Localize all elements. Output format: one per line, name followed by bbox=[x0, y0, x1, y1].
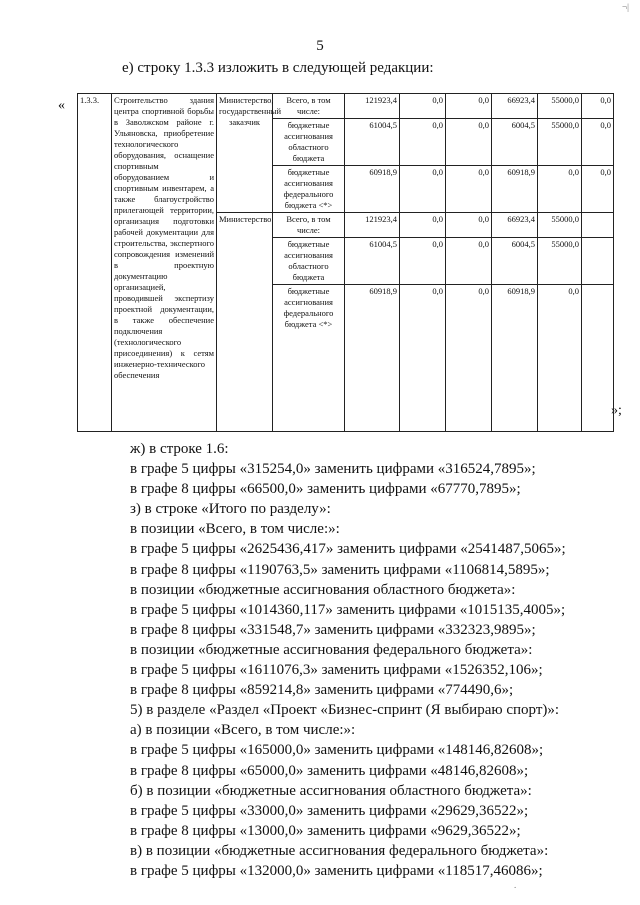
text-line: в позиции «бюджетные ассигнования федерального бюджета»: bbox=[130, 641, 533, 658]
value-cell: 0,0 bbox=[400, 285, 446, 432]
text-line: в графе 8 цифры «66500,0» заменить цифрами «67770,7895»; bbox=[130, 481, 521, 498]
total-cell: 60918,9 bbox=[345, 285, 400, 432]
source-cell: бюджетные ассигнования федерального бюджета <*> bbox=[273, 166, 345, 213]
value-cell: 0,0 bbox=[538, 166, 582, 213]
page-number: 5 bbox=[316, 38, 324, 54]
value-cell: 55000,0 bbox=[538, 238, 582, 285]
value-cell: 55000,0 bbox=[538, 119, 582, 166]
value-cell: 55000,0 bbox=[538, 94, 582, 119]
value-cell: 6004,5 bbox=[492, 238, 538, 285]
quote-close: »; bbox=[611, 403, 622, 418]
source-cell: бюджетные ассигнования областного бюджета bbox=[273, 119, 345, 166]
text-line: а) в позиции «Всего, в том числе:»: bbox=[130, 722, 356, 739]
value-cell: 0,0 bbox=[400, 119, 446, 166]
value-cell: 66923,4 bbox=[492, 213, 538, 238]
value-cell: 0,0 bbox=[400, 94, 446, 119]
value-cell: 55000,0 bbox=[538, 213, 582, 238]
total-cell: 61004,5 bbox=[345, 119, 400, 166]
text-line: в графе 8 цифры «1190763,5» заменить цифрами «1106814,5895»; bbox=[130, 561, 550, 578]
text-line: в позиции «Всего, в том числе:»: bbox=[130, 521, 340, 538]
value-cell: 0,0 bbox=[400, 238, 446, 285]
intro-text: е) строку 1.3.3 изложить в следующей редакции: bbox=[122, 60, 434, 76]
value-cell: 60918,9 bbox=[492, 166, 538, 213]
text-line: в графе 5 цифры «2625436,417» заменить цифрами «2541487,5065»; bbox=[130, 541, 566, 558]
text-line: в графе 5 цифры «315254,0» заменить цифрами «316524,7895»; bbox=[130, 461, 536, 478]
value-cell: 6004,5 bbox=[492, 119, 538, 166]
value-cell: 0,0 bbox=[446, 94, 492, 119]
value-cell: 0,0 bbox=[446, 213, 492, 238]
source-cell: Всего, в том числе: bbox=[273, 213, 345, 238]
value-cell: 60918,9 bbox=[492, 285, 538, 432]
text-line: в позиции «бюджетные ассигнования областного бюджета»: bbox=[130, 581, 516, 598]
scan-dot: . bbox=[514, 880, 517, 890]
text-line: в графе 5 цифры «1014360,117» заменить цифрами «1015135,4005»; bbox=[130, 601, 566, 618]
text-line: в графе 5 цифры «165000,0» заменить цифрами «148146,82608»; bbox=[130, 742, 544, 759]
text-line: 5) в разделе «Раздел «Проект «Бизнес-спринт (Я выбираю спорт)»: bbox=[130, 702, 560, 719]
value-cell: 0,0 bbox=[446, 119, 492, 166]
total-cell: 121923,4 bbox=[345, 94, 400, 119]
text-line: в графе 8 цифры «331548,7» заменить цифрами «332323,9895»; bbox=[130, 621, 536, 638]
text-line: б) в позиции «бюджетные ассигнования областного бюджета»: bbox=[130, 782, 532, 799]
description-cell: Строительство здания центра спортивной борьбы в Заволжском районе г. Ульяновска, приобретение технологического оборудования, оснащение спортивным оборудованием и спортивным инвентарем, а также благоустройство прилегающей территории, организация подготовки рабочей документации для строительства, экспертного сопровождения изменений в проектную документацию организацией, проводившей экспертизу проектной документации, в также обеспечение подключения (технологического присоединения) к сетям инженерно-технического обеспечения bbox=[112, 94, 217, 432]
value-cell: 0,0 bbox=[582, 119, 614, 166]
text-line: в графе 5 цифры «1611076,3» заменить цифрами «1526352,106»; bbox=[130, 662, 543, 679]
value-cell: 66923,4 bbox=[492, 94, 538, 119]
total-cell: 60918,9 bbox=[345, 166, 400, 213]
text-line: в) в позиции «бюджетные ассигнования федерального бюджета»: bbox=[130, 842, 549, 859]
value-cell bbox=[582, 285, 614, 432]
quote-open: « bbox=[58, 98, 65, 113]
table-row bbox=[78, 94, 614, 119]
text-line: в графе 8 цифры «65000,0» заменить цифрами «48146,82608»; bbox=[130, 762, 529, 779]
value-cell: 0,0 bbox=[400, 213, 446, 238]
value-cell: 0,0 bbox=[446, 285, 492, 432]
total-cell: 61004,5 bbox=[345, 238, 400, 285]
row-number-cell: 1.3.3. bbox=[78, 94, 112, 432]
text-line: в графе 8 цифры «859214,8» заменить цифрами «774490,6»; bbox=[130, 682, 514, 699]
text-line: в графе 5 цифры «33000,0» заменить цифрами «29629,36522»; bbox=[130, 802, 529, 819]
text-line: в графе 8 цифры «13000,0» заменить цифрами «9629,36522»; bbox=[130, 822, 521, 839]
amendment-table bbox=[77, 93, 614, 432]
value-cell: 0,0 bbox=[446, 238, 492, 285]
source-cell: бюджетные ассигнования федерального бюджета <*> bbox=[273, 285, 345, 432]
text-line: в графе 5 цифры «132000,0» заменить цифрами «118517,46086»; bbox=[130, 862, 543, 879]
value-cell: 0,0 bbox=[446, 166, 492, 213]
value-cell: 0,0 bbox=[538, 285, 582, 432]
value-cell: 0,0 bbox=[582, 94, 614, 119]
source-cell: бюджетные ассигнования областного бюджета bbox=[273, 238, 345, 285]
source-cell: Всего, в том числе: bbox=[273, 94, 345, 119]
executor-cell: Министерство, государственный заказчик bbox=[217, 94, 273, 213]
amendment-text bbox=[130, 439, 630, 881]
text-line: ж) в строке 1.6: bbox=[130, 441, 229, 457]
value-cell bbox=[582, 213, 614, 238]
value-cell: 0,0 bbox=[582, 166, 614, 213]
text-line: з) в строке «Итого по разделу»: bbox=[130, 501, 331, 518]
scan-mark: ¬| bbox=[622, 2, 629, 12]
value-cell bbox=[582, 238, 614, 285]
executor-cell: Министерство bbox=[217, 213, 273, 432]
total-cell: 121923,4 bbox=[345, 213, 400, 238]
value-cell: 0,0 bbox=[400, 166, 446, 213]
